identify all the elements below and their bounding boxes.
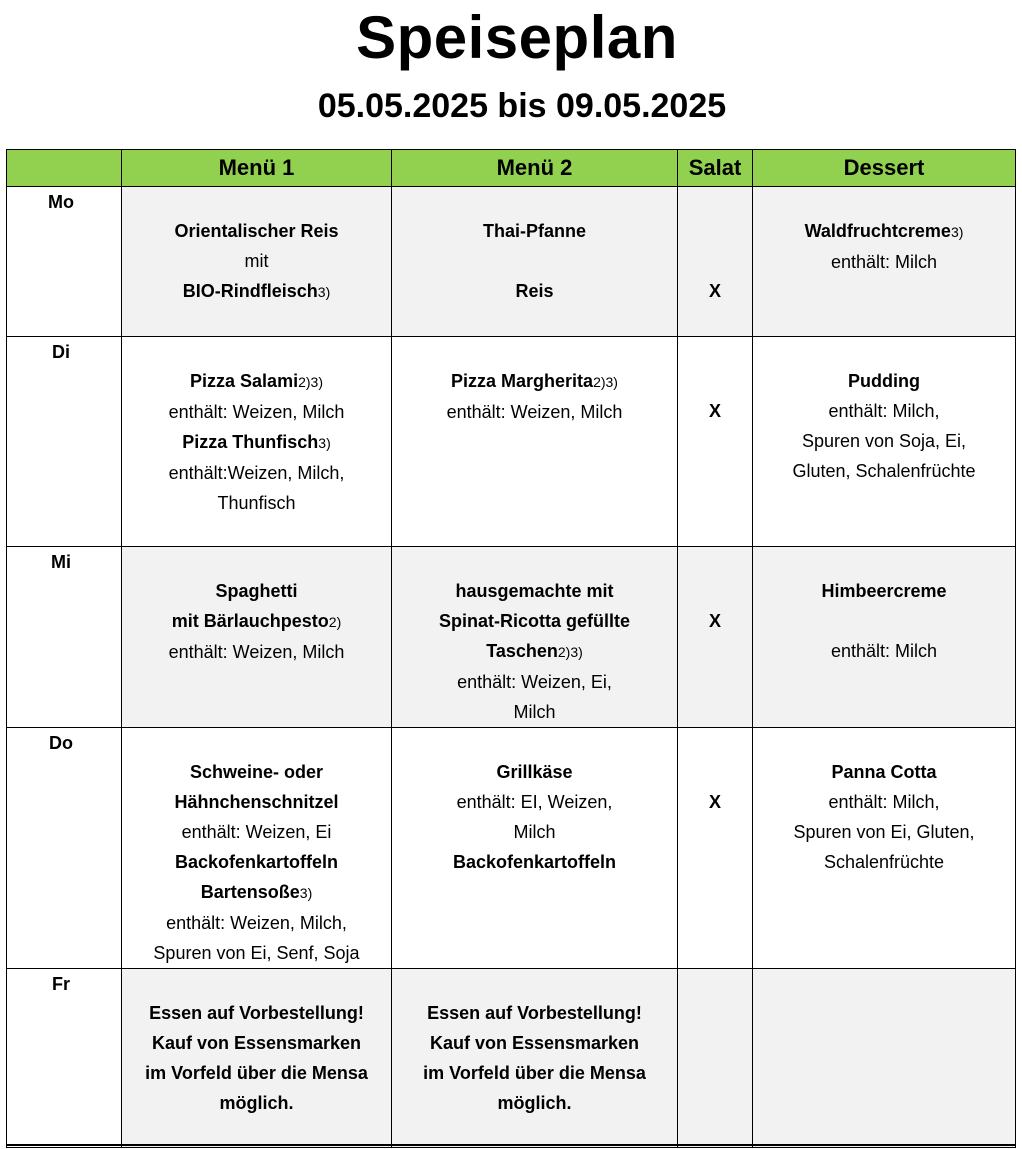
notice-text: im Vorfeld über die Mensa	[145, 1063, 368, 1083]
header-row	[7, 150, 1016, 187]
dish-name: Taschen	[486, 641, 558, 661]
dessert-cell	[753, 969, 1016, 1148]
allergen-text: enthält:Weizen, Milch,	[168, 463, 345, 483]
allergen-text: Schalenfrüchte	[823, 852, 945, 872]
allergen-text: enthält: Milch	[830, 252, 938, 272]
row-thursday	[7, 728, 1016, 969]
allergen-text: Gluten, Schalenfrüchte	[792, 461, 976, 481]
menu1-cell	[122, 337, 392, 547]
dish-name: Spinat-Ricotta gefüllte	[438, 611, 630, 631]
allergen-note: 3)	[950, 224, 964, 240]
allergen-text: enthält: Weizen, Milch,	[166, 913, 347, 933]
allergen-note: 2)3)	[298, 374, 323, 390]
day-label: Mo	[7, 187, 122, 337]
dish-name: Bartensoße	[200, 882, 300, 902]
salat-cell	[678, 728, 753, 969]
salat-cell	[678, 187, 753, 337]
allergen-text: Milch	[513, 702, 556, 722]
dish-text: mit	[244, 251, 269, 271]
dish-name: Pizza Thunfisch	[182, 432, 319, 452]
menu1-cell	[122, 187, 392, 337]
allergen-note: 2)3)	[593, 374, 618, 390]
notice-text: Essen auf Vorbestellung!	[149, 1003, 364, 1023]
allergen-text: Spuren von Ei, Gluten,	[793, 822, 975, 842]
dessert-name: Pudding	[848, 371, 920, 391]
dish-name: Hähnchenschnitzel	[174, 792, 339, 812]
notice-text: Essen auf Vorbestellung!	[427, 1003, 642, 1023]
notice-text: Kauf von Essensmarken	[151, 1033, 362, 1053]
dish-name: Pizza Margherita	[451, 371, 594, 391]
dessert-cell	[753, 728, 1016, 969]
notice-text: möglich.	[497, 1093, 572, 1113]
dish-name: hausgemachte mit	[455, 581, 614, 601]
dish-name: Grillkäse	[496, 762, 573, 782]
day-label: Mi	[7, 547, 122, 728]
allergen-text: enthält: Milch,	[828, 792, 940, 812]
dish-name: Backofenkartoffeln	[174, 852, 339, 872]
salat-mark: X	[708, 792, 721, 812]
day-label: Di	[7, 337, 122, 547]
dish-name: Orientalischer Reis	[174, 221, 339, 241]
notice-text: Kauf von Essensmarken	[429, 1033, 640, 1053]
dessert-name: Panna Cotta	[831, 762, 937, 782]
allergen-text: enthält: Weizen, Milch	[168, 642, 345, 662]
header-menu1: Menü 1	[122, 150, 392, 187]
allergen-text: enthält: Weizen, Ei,	[457, 672, 612, 692]
allergen-note: 3)	[317, 284, 331, 300]
allergen-text: Spuren von Ei, Senf, Soja	[153, 943, 360, 963]
table-bottom-border	[6, 1144, 1015, 1146]
allergen-text: enthält: Weizen, Milch	[168, 402, 345, 422]
allergen-text: enthält: EI, Weizen,	[456, 792, 613, 812]
menu1-cell	[122, 728, 392, 969]
dish-name: Backofenkartoffeln	[452, 852, 617, 872]
allergen-note: 2)	[328, 614, 342, 630]
allergen-note: 3)	[318, 435, 331, 451]
menu1-cell	[122, 547, 392, 728]
row-monday	[7, 187, 1016, 337]
day-label: Fr	[7, 969, 122, 1148]
dessert-cell	[753, 187, 1016, 337]
menu2-cell	[392, 187, 678, 337]
dessert-cell	[753, 337, 1016, 547]
dish-name: BIO-Rindfleisch	[182, 281, 318, 301]
dish-name: mit Bärlauchpesto	[171, 611, 329, 631]
menu-table	[6, 149, 1016, 1148]
salat-mark: X	[708, 281, 721, 301]
salat-cell	[678, 337, 753, 547]
dessert-name: Himbeercreme	[821, 581, 947, 601]
dish-name: Reis	[515, 281, 554, 301]
allergen-text: enthält: Weizen, Milch	[446, 402, 623, 422]
salat-mark: X	[708, 611, 721, 631]
notice-text: im Vorfeld über die Mensa	[423, 1063, 646, 1083]
page-title: Speiseplan	[356, 4, 678, 71]
dish-name: Pizza Salami	[190, 371, 299, 391]
salat-cell	[678, 969, 753, 1148]
allergen-text: Milch	[513, 822, 556, 842]
allergen-note: 2)3)	[557, 644, 583, 660]
header-menu2: Menü 2	[392, 150, 678, 187]
row-tuesday	[7, 337, 1016, 547]
header-salat: Salat	[678, 150, 753, 187]
allergen-text: enthält: Milch,	[828, 401, 940, 421]
notice-text: möglich.	[219, 1093, 294, 1113]
menu2-cell	[392, 728, 678, 969]
row-friday	[7, 969, 1016, 1148]
menu2-cell	[392, 969, 678, 1148]
allergen-text: enthält: Milch	[830, 641, 938, 661]
salat-mark: X	[708, 401, 721, 421]
header-dessert: Dessert	[753, 150, 1016, 187]
row-wednesday	[7, 547, 1016, 728]
date-range: 05.05.2025 bis 09.05.2025	[317, 87, 727, 125]
allergen-text: Spuren von Soja, Ei,	[801, 431, 967, 451]
allergen-text: enthält: Weizen, Ei	[181, 822, 332, 842]
dish-name: Schweine- oder	[189, 762, 324, 782]
menu2-cell	[392, 547, 678, 728]
dish-name: Spaghetti	[215, 581, 298, 601]
dessert-name: Waldfruchtcreme	[804, 221, 951, 241]
dish-name: Thai-Pfanne	[482, 221, 586, 241]
menu2-cell	[392, 337, 678, 547]
salat-cell	[678, 547, 753, 728]
allergen-note: 3)	[299, 885, 313, 901]
menu1-cell	[122, 969, 392, 1148]
dessert-cell	[753, 547, 1016, 728]
day-label: Do	[7, 728, 122, 969]
header-day	[7, 150, 122, 187]
allergen-text: Thunfisch	[217, 493, 296, 513]
